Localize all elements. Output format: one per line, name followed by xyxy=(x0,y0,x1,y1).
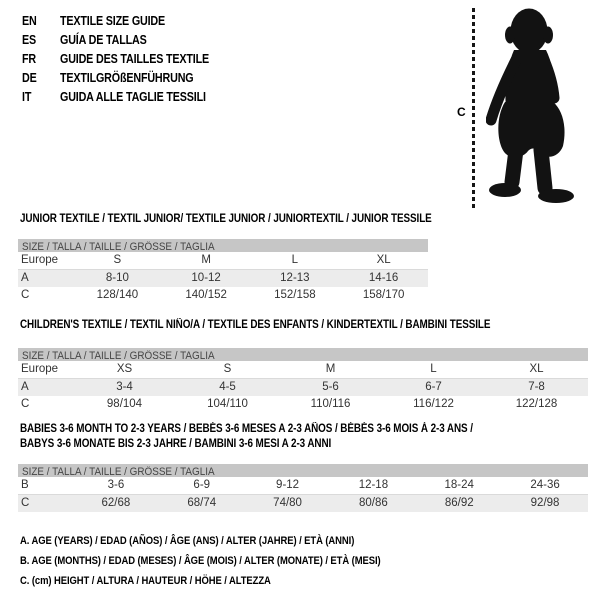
size-cell: L xyxy=(430,363,437,375)
height-cell: 158/170 xyxy=(362,289,405,301)
size-header-label: SIZE / TALLA / TAILLE / GRÖSSE / TAGLIA xyxy=(22,241,215,253)
row-label: C xyxy=(21,497,30,509)
age-cell: 18-24 xyxy=(444,479,474,491)
size-cell: M xyxy=(325,363,336,375)
height-cell: 98/104 xyxy=(106,398,143,410)
junior-textile-table xyxy=(18,212,432,304)
size-cell: L xyxy=(291,254,299,266)
guide-title-it: GUIDA ALLE TAGLIE TESSILI xyxy=(60,90,206,104)
age-cell: 5-6 xyxy=(322,381,339,393)
age-cell: 12-18 xyxy=(358,479,389,491)
table-row xyxy=(18,396,588,413)
footnote-a-age-years: A. AGE (YEARS) / EDAD (AÑOS) / ÂGE (ANS) / ALTER (JAHRE) / ETÀ (ANNI) xyxy=(20,535,355,547)
row-label: A xyxy=(21,272,29,284)
table-row xyxy=(18,252,428,270)
height-cell: 122/128 xyxy=(515,398,558,410)
row-label: B xyxy=(21,479,29,491)
row-label: Europe xyxy=(21,254,59,266)
guide-title-fr: GUIDE DES TAILLES TEXTILE xyxy=(60,52,210,66)
row-label: Europe xyxy=(21,363,59,375)
footnote-b-age-months: B. AGE (MONTHS) / EDAD (MESES) / ÂGE (MOIS) / ALTER (MONATE) / ETÀ (MESI) xyxy=(20,555,381,567)
language-code: DE xyxy=(22,71,37,85)
table-row xyxy=(18,287,428,304)
language-row-it xyxy=(22,88,233,107)
language-row-en xyxy=(22,12,233,31)
babies-textile-table xyxy=(18,422,588,512)
age-cell: 24-36 xyxy=(530,479,560,491)
height-cell: 74/80 xyxy=(273,497,302,509)
size-header-label: SIZE / TALLA / TAILLE / GRÖSSE / TAGLIA xyxy=(22,350,215,362)
age-cell: 6-9 xyxy=(193,479,211,491)
guide-title-en: TEXTILE SIZE GUIDE xyxy=(60,14,166,28)
language-code: IT xyxy=(22,90,32,104)
table-row xyxy=(18,270,428,287)
row-label: C xyxy=(21,398,30,410)
language-code: ES xyxy=(22,33,37,47)
size-cell: XS xyxy=(116,363,133,375)
table-row xyxy=(18,361,588,379)
age-cell: 8-10 xyxy=(105,272,129,284)
height-cell: 80/86 xyxy=(359,497,388,509)
children-table-title: CHILDREN'S TEXTILE / TEXTIL NIÑO/A / TEXTILE DES ENFANTS / KINDERTEXTIL / BAMBINI TESSILE xyxy=(20,319,491,331)
height-cell: 110/116 xyxy=(310,398,351,410)
baby-silhouette-image xyxy=(486,4,592,208)
size-cell: S xyxy=(113,254,122,266)
language-row-de xyxy=(22,69,233,88)
size-header-bar xyxy=(18,464,588,477)
table-row xyxy=(18,379,588,396)
height-measure-dashed-line xyxy=(472,8,475,208)
table-row xyxy=(18,477,588,495)
height-cell: 104/110 xyxy=(207,398,248,410)
height-measure-label: C xyxy=(457,105,466,119)
babies-table-title-line1: BABIES 3-6 MONTH TO 2-3 YEARS / BEBÉS 3-6 MESES A 2-3 AÑOS / BÉBÉS 3-6 MOIS À 2-3 ANS / xyxy=(20,423,473,435)
age-cell: 9-12 xyxy=(276,479,300,491)
height-cell: 116/122 xyxy=(413,398,454,410)
height-cell: 128/140 xyxy=(96,289,139,301)
size-header-bar xyxy=(18,239,428,252)
size-cell: M xyxy=(201,254,211,266)
table-row xyxy=(18,495,588,512)
guide-title-de: TEXTILGRÖßENFÜHRUNG xyxy=(60,71,194,85)
junior-table-title: JUNIOR TEXTILE / TEXTIL JUNIOR/ TEXTILE JUNIOR / JUNIORTEXTIL / JUNIOR TESSILE xyxy=(20,213,432,225)
age-cell: 4-5 xyxy=(219,381,236,393)
footnote-c-height-cm: C. (cm) HEIGHT / ALTURA / HAUTEUR / HÖHE / ALTEZZA xyxy=(20,575,271,587)
language-row-es xyxy=(22,31,233,50)
language-row-fr xyxy=(22,50,233,69)
age-cell: 6-7 xyxy=(425,381,442,393)
size-header-label: SIZE / TALLA / TAILLE / GRÖSSE / TAGLIA xyxy=(22,466,215,478)
size-header-bar xyxy=(18,348,588,361)
size-cell: S xyxy=(223,363,232,375)
legend-footnotes xyxy=(20,531,439,591)
row-label: A xyxy=(21,381,29,393)
height-cell: 62/68 xyxy=(101,497,131,509)
size-cell: XL xyxy=(376,254,391,266)
age-cell: 14-16 xyxy=(368,272,399,284)
language-code: EN xyxy=(22,14,37,28)
height-cell: 86/92 xyxy=(444,497,474,509)
age-cell: 12-13 xyxy=(280,272,310,284)
age-cell: 7-8 xyxy=(528,381,545,393)
size-cell: XL xyxy=(529,363,544,375)
age-cell: 10-12 xyxy=(191,272,221,284)
children-textile-table xyxy=(18,318,588,413)
age-cell: 3-6 xyxy=(107,479,125,491)
height-cell: 140/152 xyxy=(185,289,227,301)
height-cell: 92/98 xyxy=(530,497,560,509)
language-code: FR xyxy=(22,52,36,66)
language-title-list xyxy=(22,12,233,107)
babies-table-title-line2: BABYS 3-6 MONATE BIS 2-3 JAHRE / BAMBINI 3-6 MESI A 2-3 ANNI xyxy=(20,438,332,450)
guide-title-es: GUÍA DE TALLAS xyxy=(60,33,147,47)
row-label: C xyxy=(21,289,30,301)
height-cell: 152/158 xyxy=(274,289,316,301)
age-cell: 3-4 xyxy=(116,381,133,393)
height-cell: 68/74 xyxy=(187,497,217,509)
